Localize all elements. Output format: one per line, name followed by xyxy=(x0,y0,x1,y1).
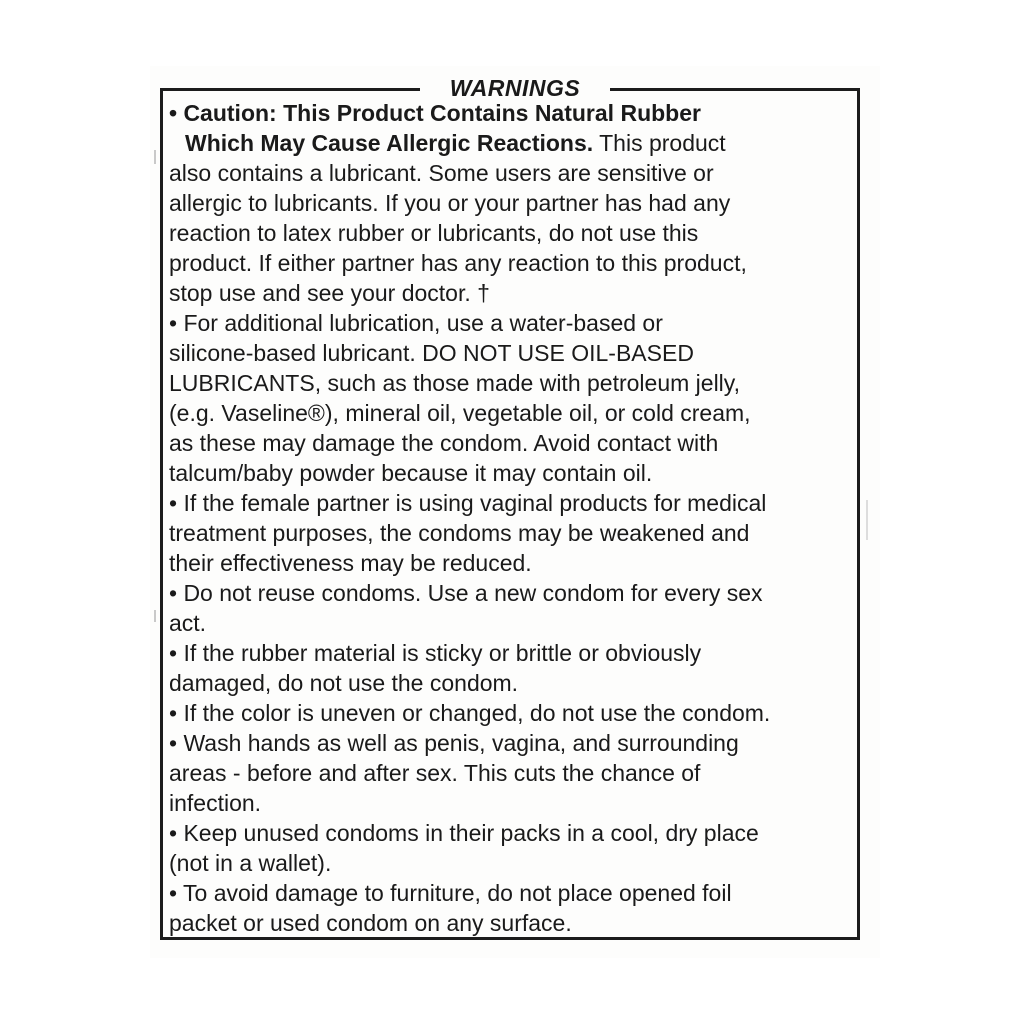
warning-line xyxy=(169,788,859,818)
warning-line xyxy=(169,578,859,608)
warning-line-text: • If the color is uneven or changed, do not use the condom. xyxy=(169,700,771,726)
warning-line-text: silicone-based lubricant. DO NOT USE OIL-BASED xyxy=(169,340,694,366)
warning-line xyxy=(169,428,859,458)
warning-line xyxy=(169,818,859,848)
warning-line xyxy=(169,548,859,578)
warning-line-bold: • Caution: This Product Contains Natural Rubber xyxy=(169,100,701,126)
warning-line xyxy=(169,458,859,488)
warning-line xyxy=(169,908,859,938)
warning-line xyxy=(169,398,859,428)
warning-line-text: • Keep unused condoms in their packs in a cool, dry place xyxy=(169,820,759,846)
edge-speck xyxy=(866,500,868,540)
warning-line xyxy=(169,488,859,518)
warning-line-text: infection. xyxy=(169,790,262,816)
warning-line-text: product. If either partner has any reaction to this product, xyxy=(169,250,747,276)
warning-line xyxy=(169,878,859,908)
warning-line xyxy=(169,188,859,218)
warning-line-text: • If the female partner is using vaginal products for medical xyxy=(169,490,767,516)
warning-line xyxy=(169,218,859,248)
warning-line-text: reaction to latex rubber or lubricants, do not use this xyxy=(169,220,699,246)
warning-line xyxy=(169,308,859,338)
warning-line xyxy=(169,98,859,128)
warning-line xyxy=(169,758,859,788)
warning-line xyxy=(169,638,859,668)
warning-line-text: This product xyxy=(593,130,726,156)
warning-line xyxy=(169,608,859,638)
warning-line-text: • Do not reuse condoms. Use a new condom for every sex xyxy=(169,580,763,606)
warning-line-text: areas - before and after sex. This cuts the chance of xyxy=(169,760,701,786)
warning-line xyxy=(169,848,859,878)
warning-line xyxy=(169,278,859,308)
warning-line xyxy=(169,128,859,158)
warnings-body xyxy=(169,98,859,938)
edge-speck xyxy=(154,610,156,622)
warning-line-text: damaged, do not use the condom. xyxy=(169,670,519,696)
warning-line-text: act. xyxy=(169,610,207,636)
warning-line xyxy=(169,728,859,758)
warnings-heading: WARNINGS xyxy=(420,72,610,104)
warning-line-text: talcum/baby powder because it may contain oil. xyxy=(169,460,653,486)
warning-line xyxy=(169,368,859,398)
warning-line xyxy=(169,338,859,368)
warning-line-text: stop use and see your doctor. † xyxy=(169,280,490,306)
warning-line-text: as these may damage the condom. Avoid contact with xyxy=(169,430,719,456)
warning-line-text: • For additional lubrication, use a water-based or xyxy=(169,310,663,336)
edge-speck xyxy=(154,150,156,164)
warning-line-text: • Wash hands as well as penis, vagina, and surrounding xyxy=(169,730,739,756)
warning-line xyxy=(169,248,859,278)
warning-line xyxy=(169,518,859,548)
warning-line-text: allergic to lubricants. If you or your partner has had any xyxy=(169,190,731,216)
warning-line xyxy=(169,698,859,728)
warning-line-text: packet or used condom on any surface. xyxy=(169,910,572,936)
warning-line-text: • If the rubber material is sticky or brittle or obviously xyxy=(169,640,702,666)
warning-line xyxy=(169,158,859,188)
warning-line-text: (not in a wallet). xyxy=(169,850,332,876)
warning-line xyxy=(169,668,859,698)
warning-line-text: also contains a lubricant. Some users are sensitive or xyxy=(169,160,714,186)
warning-line-text: (e.g. Vaseline®), mineral oil, vegetable oil, or cold cream, xyxy=(169,400,751,426)
warning-line-text: LUBRICANTS, such as those made with petroleum jelly, xyxy=(169,370,740,396)
warning-line-text: treatment purposes, the condoms may be weakened and xyxy=(169,520,750,546)
warning-line-text: their effectiveness may be reduced. xyxy=(169,550,532,576)
warning-line-bold: Which May Cause Allergic Reactions. xyxy=(185,130,594,156)
warning-line-text: • To avoid damage to furniture, do not place opened foil xyxy=(169,880,732,906)
